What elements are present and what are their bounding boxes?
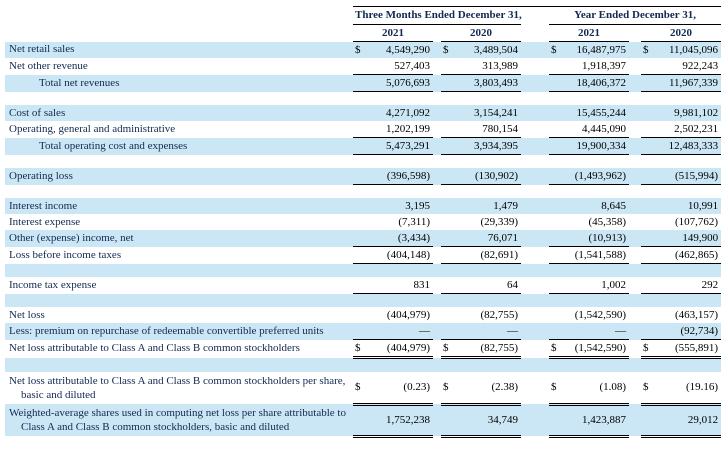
column-gap — [521, 42, 549, 59]
row-label-interest-expense: Interest expense — [9, 215, 81, 228]
column-gap — [433, 372, 441, 404]
value-net-loss-per-share-col1: (2.38) — [455, 372, 521, 404]
table-body — [5, 42, 721, 437]
value-interest-income-col2: 8,645 — [601, 199, 627, 212]
value-net-loss-col0: (404,979) — [386, 308, 430, 321]
value-other-expense-income-net-col3: 149,900 — [655, 230, 721, 247]
dollar-spacer — [353, 323, 367, 340]
spacer-row — [5, 185, 721, 199]
column-gap — [629, 198, 641, 214]
dollar-spacer — [441, 307, 455, 323]
column-gap — [629, 58, 641, 75]
dollar-spacer — [441, 58, 455, 75]
dollar-spacer — [641, 58, 655, 75]
dollar-sign: $ — [355, 43, 361, 56]
column-gap — [433, 247, 441, 264]
column-gap — [433, 277, 441, 294]
dollar-spacer — [549, 58, 563, 75]
table-row-weighted-average-shares — [5, 404, 721, 436]
table-row-income-tax-expense — [5, 277, 721, 294]
row-label-net-loss-per-share: Net loss attributable to Class A and Class B common stockholders per share, basic and diluted — [9, 375, 346, 401]
dollar-sign: $ — [353, 372, 367, 404]
table-header — [5, 7, 721, 42]
dollar-sign: $ — [641, 372, 655, 404]
header-label-spacer — [5, 25, 353, 42]
dollar-sign: $ — [441, 340, 455, 358]
value-interest-expense-col2: (45,358) — [588, 215, 627, 228]
dollar-spacer — [441, 323, 455, 340]
dollar-sign: $ — [551, 43, 557, 56]
column-gap — [433, 230, 441, 247]
dollar-spacer — [353, 404, 367, 436]
value-cost-of-sales-col2: 15,455,244 — [576, 106, 627, 119]
dollar-spacer — [353, 105, 367, 121]
dollar-spacer — [441, 277, 455, 294]
table-row-total-net-revenues — [5, 75, 721, 92]
value-income-tax-expense-col0: 831 — [367, 277, 433, 294]
dollar-spacer — [353, 247, 367, 264]
column-gap — [521, 58, 549, 75]
column-gap — [521, 75, 549, 92]
row-label-net-other-revenue: Net other revenue — [9, 59, 88, 72]
value-interest-income-col1: 1,479 — [493, 199, 519, 212]
column-gap — [521, 277, 549, 294]
value-net-other-revenue-col3: 922,243 — [655, 58, 721, 75]
table-row-loss-before-income-taxes — [5, 247, 721, 264]
value-net-loss-attributable-col1: (82,755) — [455, 340, 521, 358]
table-row-net-loss-attributable — [5, 340, 721, 358]
dollar-sign: $ — [441, 372, 455, 404]
value-less-premium-repurchase-col0: — — [367, 323, 433, 340]
row-label-total-operating-cost-expenses: Total operating cost and expenses — [39, 139, 188, 152]
table-row-total-operating-cost-expenses — [5, 138, 721, 155]
value-weighted-average-shares-col3: 29,012 — [655, 404, 721, 436]
dollar-spacer — [641, 404, 655, 436]
value-net-retail-sales-col2: 16,487,975 — [576, 43, 627, 56]
value-net-loss-col2: (1,542,590) — [574, 308, 627, 321]
dollar-spacer — [353, 307, 367, 323]
value-operating-general-administrative-col0: 1,202,199 — [367, 121, 433, 138]
column-gap — [433, 42, 441, 59]
dollar-spacer — [549, 138, 563, 155]
value-operating-loss-col1: (130,902) — [455, 168, 521, 185]
header-label-spacer — [5, 7, 353, 25]
spacer-row — [5, 92, 721, 106]
value-income-tax-expense-col3: 292 — [655, 277, 721, 294]
value-loss-before-income-taxes-col0: (404,148) — [367, 247, 433, 264]
value-net-retail-sales-col0: 4,549,290 — [386, 43, 430, 56]
value-weighted-average-shares-col2: 1,423,887 — [563, 404, 629, 436]
group-gap — [521, 7, 549, 25]
dollar-sign: $ — [443, 43, 449, 56]
dollar-spacer — [441, 247, 455, 264]
year-header-y-2020: 2020 — [641, 25, 721, 42]
dollar-sign: $ — [549, 340, 563, 358]
dollar-spacer — [353, 230, 367, 247]
col-group-three-months: Three Months Ended December 31, — [353, 7, 521, 25]
value-interest-expense-col3: (107,762) — [674, 215, 719, 228]
column-gap — [521, 323, 549, 340]
value-net-retail-sales-col3: 11,045,096 — [668, 43, 719, 56]
dollar-spacer — [353, 277, 367, 294]
column-gap — [629, 340, 641, 358]
column-gap — [521, 404, 549, 436]
column-gap — [433, 307, 441, 323]
column-gap — [433, 198, 441, 214]
column-gap — [433, 58, 441, 75]
income-statement-table — [5, 6, 721, 438]
year-header-q-2021: 2021 — [353, 25, 433, 42]
column-gap — [629, 247, 641, 264]
value-less-premium-repurchase-col3: (92,734) — [655, 323, 721, 340]
column-gap — [433, 214, 441, 230]
column-gap — [629, 25, 641, 42]
row-label-operating-general-administrative: Operating, general and administrative — [9, 122, 176, 135]
value-loss-before-income-taxes-col3: (462,865) — [655, 247, 721, 264]
dollar-spacer — [641, 121, 655, 138]
column-gap — [433, 121, 441, 138]
column-gap — [629, 230, 641, 247]
value-net-loss-attributable-col3: (555,891) — [655, 340, 721, 358]
column-gap — [629, 307, 641, 323]
value-operating-loss-col0: (396,598) — [367, 168, 433, 185]
dollar-spacer — [641, 75, 655, 92]
value-weighted-average-shares-col1: 34,749 — [455, 404, 521, 436]
dollar-spacer — [441, 404, 455, 436]
value-weighted-average-shares-col0: 1,752,238 — [367, 404, 433, 436]
dollar-spacer — [549, 168, 563, 185]
dollar-spacer — [641, 198, 655, 214]
row-label-operating-loss: Operating loss — [9, 169, 73, 182]
value-income-tax-expense-col1: 64 — [455, 277, 521, 294]
dollar-sign: $ — [641, 340, 655, 358]
table-row-net-loss — [5, 307, 721, 323]
table-row-net-other-revenue — [5, 58, 721, 75]
dollar-spacer — [641, 323, 655, 340]
dollar-spacer — [641, 168, 655, 185]
value-cost-of-sales-col1: 3,154,241 — [474, 106, 519, 119]
dollar-spacer — [353, 168, 367, 185]
year-header-y-2021: 2021 — [549, 25, 629, 42]
dollar-spacer — [353, 138, 367, 155]
dollar-sign: $ — [353, 340, 367, 358]
value-loss-before-income-taxes-col2: (1,541,588) — [563, 247, 629, 264]
value-total-net-revenues-col2: 18,406,372 — [563, 75, 629, 92]
dollar-spacer — [441, 121, 455, 138]
dollar-sign: $ — [643, 43, 649, 56]
year-header-row — [5, 25, 721, 42]
column-gap — [433, 105, 441, 121]
table-row-interest-expense — [5, 214, 721, 230]
dollar-spacer — [353, 58, 367, 75]
value-net-loss-attributable-col2: (1,542,590) — [563, 340, 629, 358]
value-total-operating-cost-expenses-col1: 3,934,395 — [455, 138, 521, 155]
year-header-q-2020: 2020 — [441, 25, 521, 42]
dollar-spacer — [549, 247, 563, 264]
table-row-operating-loss — [5, 168, 721, 185]
row-label-net-retail-sales: Net retail sales — [9, 43, 75, 56]
column-gap — [433, 75, 441, 92]
column-gap — [521, 230, 549, 247]
row-label-total-net-revenues: Total net revenues — [39, 76, 120, 89]
table-row-net-loss-per-share — [5, 372, 721, 404]
value-net-loss-col1: (82,755) — [480, 308, 519, 321]
value-net-other-revenue-col0: 527,403 — [367, 58, 433, 75]
column-gap — [521, 340, 549, 358]
dollar-spacer — [641, 307, 655, 323]
dollar-spacer — [441, 75, 455, 92]
dollar-spacer — [641, 230, 655, 247]
row-label-weighted-average-shares: Weighted-average shares used in computing net loss per share attributable to Class A and Class B common stockholders, basic and diluted — [9, 407, 346, 433]
column-gap — [629, 277, 641, 294]
dollar-spacer — [441, 138, 455, 155]
value-total-operating-cost-expenses-col2: 19,900,334 — [563, 138, 629, 155]
dollar-spacer — [549, 75, 563, 92]
column-gap — [629, 404, 641, 436]
value-net-loss-per-share-col3: (19.16) — [655, 372, 721, 404]
group-gap — [521, 25, 549, 42]
column-gap — [521, 372, 549, 404]
dollar-spacer — [549, 121, 563, 138]
dollar-spacer — [549, 277, 563, 294]
table-row-interest-income — [5, 198, 721, 214]
column-gap — [629, 105, 641, 121]
spacer-row — [5, 294, 721, 308]
dollar-spacer — [641, 277, 655, 294]
row-label-other-expense-income-net: Other (expense) income, net — [9, 231, 134, 244]
column-gap — [433, 25, 441, 42]
column-gap — [433, 168, 441, 185]
column-gap — [629, 42, 641, 59]
column-gap — [521, 307, 549, 323]
value-cost-of-sales-col0: 4,271,092 — [386, 106, 430, 119]
value-net-loss-per-share-col0: (0.23) — [367, 372, 433, 404]
column-gap — [521, 105, 549, 121]
column-gap — [629, 323, 641, 340]
spacer-row — [5, 264, 721, 278]
row-label-interest-income: Interest income — [9, 199, 78, 212]
value-net-loss-attributable-col0: (404,979) — [367, 340, 433, 358]
dollar-spacer — [549, 404, 563, 436]
table-row-less-premium-repurchase — [5, 323, 721, 340]
column-gap — [521, 198, 549, 214]
spacer-cell — [5, 155, 721, 169]
dollar-spacer — [441, 214, 455, 230]
spacer-cell — [5, 294, 721, 308]
value-operating-general-administrative-col3: 2,502,231 — [655, 121, 721, 138]
value-other-expense-income-net-col1: 76,071 — [455, 230, 521, 247]
dollar-spacer — [641, 138, 655, 155]
row-label-loss-before-income-taxes: Loss before income taxes — [9, 248, 122, 261]
row-label-net-loss-attributable: Net loss attributable to Class A and Class B common stockholders — [9, 342, 300, 354]
value-net-other-revenue-col2: 1,918,397 — [563, 58, 629, 75]
column-gap — [521, 138, 549, 155]
column-gap — [629, 214, 641, 230]
column-gap — [433, 340, 441, 358]
value-other-expense-income-net-col2: (10,913) — [563, 230, 629, 247]
column-gap — [629, 168, 641, 185]
row-label-income-tax-expense: Income tax expense — [9, 278, 97, 291]
value-income-tax-expense-col2: 1,002 — [563, 277, 629, 294]
column-gap — [433, 323, 441, 340]
value-net-other-revenue-col1: 313,989 — [455, 58, 521, 75]
column-gap — [629, 121, 641, 138]
column-gap — [629, 138, 641, 155]
table-row-operating-general-administrative — [5, 121, 721, 138]
column-gap — [433, 404, 441, 436]
column-gap — [629, 75, 641, 92]
spacer-cell — [5, 358, 721, 373]
dollar-spacer — [549, 105, 563, 121]
dollar-sign: $ — [549, 372, 563, 404]
dollar-spacer — [549, 307, 563, 323]
value-loss-before-income-taxes-col1: (82,691) — [455, 247, 521, 264]
row-label-cost-of-sales: Cost of sales — [9, 106, 66, 119]
dollar-spacer — [441, 105, 455, 121]
table-row-net-retail-sales — [5, 42, 721, 59]
table-row-other-expense-income-net — [5, 230, 721, 247]
col-group-year-ended: Year Ended December 31, — [549, 7, 721, 25]
column-group-header-row — [5, 7, 721, 25]
dollar-spacer — [549, 198, 563, 214]
value-total-net-revenues-col1: 3,803,493 — [455, 75, 521, 92]
row-label-net-loss: Net loss — [9, 308, 45, 321]
value-total-net-revenues-col0: 5,076,693 — [367, 75, 433, 92]
column-gap — [521, 121, 549, 138]
spacer-cell — [5, 264, 721, 278]
dollar-spacer — [353, 198, 367, 214]
value-interest-expense-col1: (29,339) — [480, 215, 519, 228]
dollar-spacer — [641, 247, 655, 264]
spacer-row — [5, 155, 721, 169]
dollar-spacer — [641, 105, 655, 121]
dollar-spacer — [441, 198, 455, 214]
spacer-row — [5, 358, 721, 373]
value-interest-income-col3: 10,991 — [687, 199, 719, 212]
dollar-spacer — [549, 323, 563, 340]
value-other-expense-income-net-col0: (3,434) — [367, 230, 433, 247]
value-cost-of-sales-col3: 9,981,102 — [674, 106, 719, 119]
dollar-spacer — [549, 230, 563, 247]
row-label-less-premium-repurchase: Less: premium on repurchase of redeemable convertible preferred units — [9, 324, 324, 337]
dollar-spacer — [353, 121, 367, 138]
value-less-premium-repurchase-col1: — — [455, 323, 521, 340]
value-operating-loss-col3: (515,994) — [655, 168, 721, 185]
value-operating-loss-col2: (1,493,962) — [563, 168, 629, 185]
dollar-spacer — [641, 214, 655, 230]
table-row-cost-of-sales — [5, 105, 721, 121]
column-gap — [521, 247, 549, 264]
value-net-retail-sales-col1: 3,489,504 — [474, 43, 519, 56]
dollar-spacer — [441, 168, 455, 185]
dollar-spacer — [441, 230, 455, 247]
column-gap — [521, 168, 549, 185]
value-operating-general-administrative-col1: 780,154 — [455, 121, 521, 138]
spacer-cell — [5, 92, 721, 106]
dollar-spacer — [353, 214, 367, 230]
value-total-operating-cost-expenses-col3: 12,483,333 — [655, 138, 721, 155]
value-less-premium-repurchase-col2: — — [563, 323, 629, 340]
value-net-loss-per-share-col2: (1.08) — [563, 372, 629, 404]
value-total-operating-cost-expenses-col0: 5,473,291 — [367, 138, 433, 155]
column-gap — [629, 372, 641, 404]
column-gap — [521, 214, 549, 230]
value-total-net-revenues-col3: 11,967,339 — [655, 75, 721, 92]
column-gap — [433, 138, 441, 155]
dollar-spacer — [353, 75, 367, 92]
dollar-spacer — [549, 214, 563, 230]
value-interest-income-col0: 3,195 — [405, 199, 430, 212]
value-interest-expense-col0: (7,311) — [398, 215, 430, 228]
value-operating-general-administrative-col2: 4,445,090 — [563, 121, 629, 138]
value-net-loss-col3: (463,157) — [674, 308, 719, 321]
spacer-cell — [5, 185, 721, 199]
